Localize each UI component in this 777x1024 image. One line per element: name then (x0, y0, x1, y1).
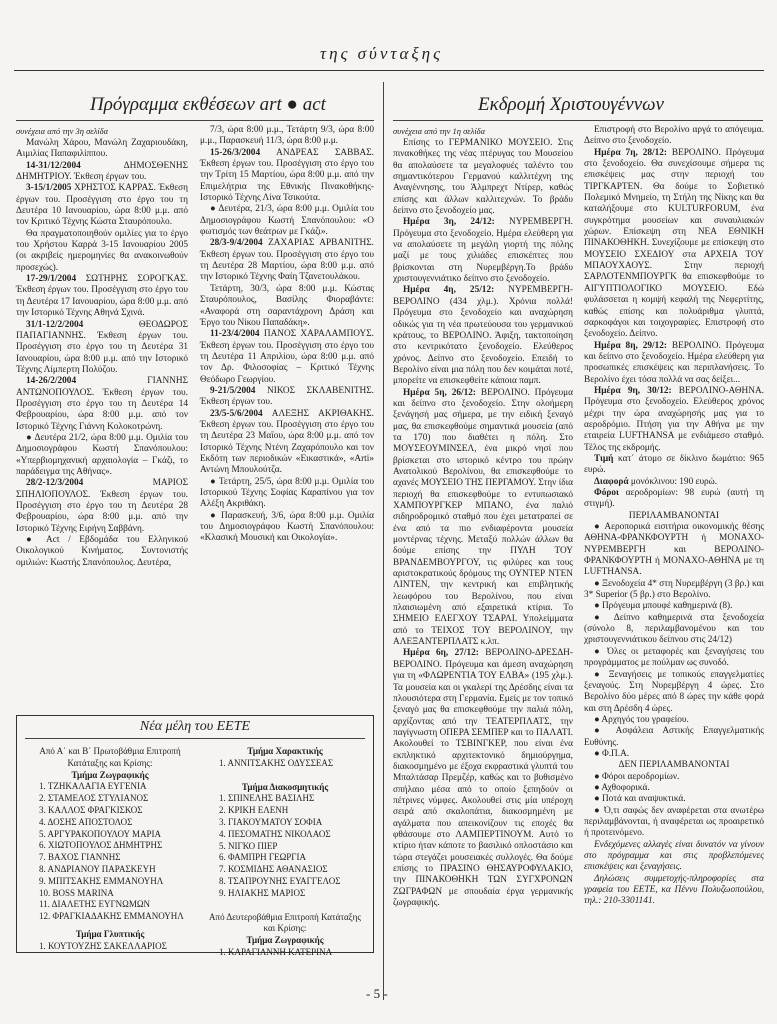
paragraph (584, 647, 764, 670)
entry-heading: 14-26/2/2004 (26, 376, 77, 387)
paragraph (393, 285, 573, 387)
entry-text: ΠΑΝΟΣ ΧΑΡΑΛΑΜΠΟΥΣ. Έκθεση έργων του. Προσέγγιση στο έργο του τη Δευτέρα 11 Απριλίου, ώρα 8:00 μ.μ. από τον Δρ. Φιλοσοφίας – Κριτικό Τέχνης Θεόδωρο Γεωργίου. (200, 329, 374, 385)
paragraph (200, 238, 374, 283)
entry-text: Θα πραγματοποιηθούν ομιλίες για το έργο του Χρήστου Καρρά 3-15 Ιανουαρίου 2005 (οι ακριβείς ημερομηνίες θα ανακοινωθούν προσεχώς). (16, 228, 188, 273)
new-members-title-rule (25, 738, 365, 739)
paragraph (584, 783, 764, 794)
column-divider (383, 82, 384, 1000)
left-article-column-1 (16, 138, 188, 710)
right-article-title: Εκδρομή Χριστουγέννων (478, 94, 664, 115)
entry-heading: Ημέρα 9η, 30/12: (594, 385, 672, 396)
entry-heading: Ημέρα 5η, 26/12: (403, 387, 476, 398)
entry-text: ● Δευτέρα 21/2, ώρα 8:00 μ.μ. Ομιλία του Δημοσιογράφου Κωστή Σπανόπουλου: «Υπερβιομηχανική αρχαιολογία – Γκάζι, το παράδειγμα της Αθήνας». (16, 432, 188, 477)
masthead-rule (14, 70, 764, 71)
member-name: 7. ΒΑΧΟΣ ΓΙΑΝΝΗΣ (39, 852, 121, 863)
member-name: 4. ΠΕΣΟΜΑΤΗΣ ΝΙΚΟΛΑΟΣ (219, 828, 331, 839)
entry-heading: Ημέρα 8η, 29/12: (594, 340, 667, 351)
paragraph (16, 183, 188, 228)
right-title-rule (393, 120, 763, 121)
entry-text: ΖΑΧΑΡΙΑΣ ΑΡΒΑΝΙΤΗΣ. Έκθεση έργων του. Προσέγγιση στο έργο του τη Δευτέρα 28 Μαρτίου, ώρα 8:00 μ.μ. από την Ιστορικό Τέχνης Φαίη Τζανετουλάκου. (200, 238, 374, 283)
paragraph (584, 148, 764, 341)
paragraph (584, 341, 764, 386)
entry-heading: 9-21/5/2004 (210, 385, 256, 396)
entry-text: ● Ποτά και αναψυκτικά. (594, 794, 686, 805)
new-members-column-2 (205, 746, 365, 957)
entry-text: ● Αχθοφορικά. (594, 782, 650, 793)
entry-text: Τετάρτη, 30/3, ώρα 8:00 μ.μ. Κώστας Σταυρόπουλος, Βασίλης Φιοραβάντε: «Αναφορά στη σαραντάχρονη Δράση και Έργο του Νίκου Παπαδάκη». (200, 283, 374, 328)
entry-text: ● Αρχηγός του γραφείου. (594, 714, 689, 725)
paragraph (584, 601, 764, 612)
member-name: 2. ΚΡΙΚΗ ΕΛΕΝΗ (219, 805, 289, 816)
paragraph (584, 749, 764, 760)
entry-text: ● Φόροι αεροδρομίων. (594, 771, 680, 782)
entry-text: ● Act / Εβδομάδα του Ελληνικού Οικολογικού Κινήματος. Συντονιστής ομιλιών: Κωστής Σπανόπουλος. Δευτέρα, (16, 535, 188, 568)
entry-text: ΝΥΡΕΜΒΕΡΓΗ. Πρόγευμα στο ξενοδοχείο. Ημέρα ελεύθερη για να απολαύσετε τη μεγάλη γιορτή της πόλης μαζί με τους χιλιάδες επισκέπτες που βρίσκονται στη Νυρεμβέργη.Το βράδυ χριστουγεννιάτικο δείπνο στο ξενοδοχείο. (393, 217, 573, 285)
entry-heading: Τιμή (594, 453, 614, 464)
paragraph (16, 138, 188, 161)
entry-text: ΒΕΡΟΛΙΝΟ-ΑΘΗΝΑ. Πρόγευμα στο ξενοδοχείο. Ελεύθερος χρόνος μέχρι την ώρα αναχώρησής μας για το αεροδρόμιο. Πτήση για την Αθήνα με την εταιρεία LUFTHANSA με ενδιάμεσο σταθμό. Τέλος της εκδρομής. (584, 385, 764, 453)
entry-text: ΜΑΡΙΟΣ ΣΠΗΛΙΟΠΟΥΛΟΣ. Έκθεση έργων του. Προσέγγιση στο έργο του τη Δευτέρα 28 Φεβρουαρίου, ώρα 8:00 μ.μ. από την Ιστορικό Τέχνης Ειρήνη Σαββάνη. (16, 478, 188, 534)
entry-heading: 23/5-5/6/2004 (210, 408, 263, 419)
entry-heading: 3-15/1/2005 (26, 183, 72, 194)
paragraph (200, 329, 374, 386)
paragraph (584, 794, 764, 805)
paragraph (16, 376, 188, 433)
entry-text: ΑΛΕΞΗΣ ΑΚΡΙΘΑΚΗΣ. Έκθεση έργων του. Προσέγγιση στο έργο του τη Δευτέρα 23 Μαΐου, ώρα 8:00 μ.μ. από τον Ιστορικό Τέχνης Ντένη Ζαχαρόπουλο και τον Εκδότη των περιοδικών «Εικαστικά», «Arti» Αντώνη Μπουλούτζα. (200, 408, 374, 476)
member-name: 3. ΚΑΛΛΟΣ ΦΡΑΓΚΙΣΚΟΣ (39, 804, 143, 815)
member-name: 10. BOSS MARINA (39, 887, 114, 898)
entry-text: ΑΝΔΡΕΑΣ ΣΑΒΒΑΣ. Έκθεση έργων του. Προσέγγιση στο έργο του την Τρίτη 15 Μαρτίου, ώρα 8:00 μ.μ. από την Επιμελήτρια της Εθνικής Πινακοθήκης-Ιστορικό Τέχνης Λίνα Τσικούτα. (200, 147, 374, 204)
entry-text: ΔΗΜΟΣΘΕΝΗΣ ΔΗΜΗΤΡΙΟΥ. Έκθεση έργων του. (16, 160, 188, 183)
entry-text: ● Πρόγευμα μπουφέ καθημερινά (8). (594, 601, 733, 612)
entry-text: ● Δείπνο καθημερινά στα ξενοδοχεία (σύνολο 8, περιλαμβανομένου και του χριστουγεννιάτικου δείπνου στις 24/12) (584, 612, 764, 646)
entry-text: ● Ασφάλεια Αστικής Επαγγελματικής Ευθύνης. (584, 726, 764, 748)
entry-text: ● Τετάρτη, 25/5, ώρα 8:00 μ.μ. Ομιλία του Ιστορικού Τέχνης Σοφίας Καραπίνου για τον Αλέξη Ακριθάκη. (200, 476, 374, 510)
paragraph (200, 409, 374, 477)
paragraph (584, 454, 764, 477)
committee-intro: Από Α΄ και Β΄ Πρωτοβάθμια Επιτροπή Κατάταξης και Κρίσης: (39, 746, 181, 768)
committee-intro: Από Δευτεροβάθμια Επιτροπή Κατάταξης και Κρίσης: (209, 911, 361, 934)
new-members-column-1 (25, 746, 195, 951)
entry-heading: Ημέρα 6η, 27/12: (403, 648, 479, 659)
entry-heading: Ημέρα 4η, 25/12: (403, 285, 495, 296)
paragraph (584, 613, 764, 647)
paragraph (393, 388, 573, 649)
entry-text: ΝΥΡΕΜΒΕΡΓΗ-ΒΕΡΟΛΙΝΟ (434 χλμ.). Χρόνια πολλά! Πρόγευμα στο ξενοδοχείο και αναχώρηση οδικώς για τη νέα πρωτεύουσα του γερμανικού κράτους, το ΒΕΡΟΛΙΝΟ. Άφιξη, τακτοποίηση στο κεντρικότατο ξενοδοχείο. Ελεύθερος χρόνος. Δείπνο στο ξενοδοχείο. Επειδή το Βερολίνο είναι μια πόλη που δεν κοιμάται ποτέ, μπορείτε να επισκεφθείτε κάποια παμπ. (393, 285, 573, 387)
entry-heading: 11-23/4/2004 (210, 329, 260, 340)
paragraph (16, 433, 188, 478)
paragraph: Ενδεχόμενες αλλαγές είναι δυνατόν να γίνουν στο πρόγραμμα και στις προβλεπόμενες επισκέψεις και ξεναγήσεις. (584, 839, 764, 873)
entry-text: μονόκλινου: 190 ευρώ. (628, 476, 718, 487)
member-name: 3. ΓΙΑΚΟΥΜΑΤΟΥ ΣΟΦΙΑ (219, 816, 323, 827)
entry-text: ● Αεροπορικά εισιτήρια οικονομικής θέσης ΑΘΗΝΑ-ΦΡΑΝΚΦΟΥΡΤΗ ή ΜΟΝΑΧΟ-ΝΥΡΕΜΒΕΡΓΗ και ΒΕΡΟΛΙΝΟ-ΦΡΑΝΚΦΟΥΡΤΗ ή ΜΟΝΑΧΟ-ΑΘΗΝΑ με τη LUFTHANSA. (584, 522, 764, 578)
masthead: της σύνταξης (320, 44, 444, 63)
left-article-column-2 (200, 125, 374, 710)
entry-text: ΝΙΚΟΣ ΣΚΛΑΒΕΝΙΤΗΣ. Έκθεση έργων του. (200, 385, 374, 408)
new-members-box (16, 715, 374, 957)
entry-text: Επιστροφή στο Βερολίνο αργά το απόγευμα. Δείπνο στο ξενοδοχείο. (584, 125, 764, 147)
member-name: 1. ΣΠΙΝΕΛΗΣ ΒΑΣΙΛΗΣ (219, 793, 315, 804)
member-name: 8. ΑΝΔΡΙΑΝΟΥ ΠΑΡΑΣΚΕΥΗ (39, 863, 156, 874)
member-name: 1. ΑΝΝΙΤΣΑΚΗΣ ΟΔΥΣΣΕΑΣ (219, 757, 334, 768)
right-article-column-2 (584, 125, 764, 978)
entry-text: ● Ξενοδοχεία 4* στη Νυρεμβέργη (3 βρ.) και 3* Superior (5 βρ.) στο Βερολίνο. (584, 578, 764, 601)
entry-heading: 28/3-9/4/2004 (210, 238, 263, 249)
paragraph (584, 670, 764, 715)
entry-heading: Διαφορά (594, 476, 629, 487)
entry-text: κατ΄ άτομο σε δίκλινο δωμάτιο: 965 ευρώ. (584, 453, 764, 476)
paragraph: ΠΕΡΙΛΑΜΒΑΝΟΝΤΑΙ (628, 510, 720, 521)
section-heading: Τμήμα Γλυπτικής (75, 928, 145, 939)
paragraph (200, 125, 374, 148)
entry-heading: 31/1-12/2/2004 (26, 319, 84, 330)
paragraph (584, 772, 764, 783)
entry-text: ● Φ.Π.Α. (594, 748, 630, 759)
member-name: 12. ΦΡΑΓΚΙΑΔΑΚΗΣ ΕΜΜΑΝΟΥΗΛ (39, 911, 184, 922)
entry-text: ● Όλες οι μεταφορές και ξεναγήσεις του προγράμματος με πούλμαν ως συνοδό. (584, 646, 764, 669)
paragraph: ΔΕΝ ΠΕΡΙΛΑΜΒΑΝΟΝΤΑΙ (618, 760, 730, 771)
paragraph (584, 488, 764, 511)
entry-heading: Ημέρα 7η, 28/12: (594, 147, 667, 158)
paragraph (584, 522, 764, 579)
paragraph (584, 726, 764, 749)
paragraph (16, 320, 188, 377)
entry-heading: Φόροι (594, 488, 619, 498)
section-heading: Τμήμα Ζωγραφικής (246, 935, 324, 946)
entry-text: Επίσης το ΓΕΡΜΑΝΙΚΟ ΜΟΥΣΕΙΟ. Στις πινακοθήκες της νέας πτέρυγας του Μουσείου θα απολαύσετε τα μεγαλοφυές ταλέντο του σημαντικότερου Γερμανού καλλιτέχνη της Αναγέννησης, του Άλμπρεχτ Ντίρερ, καθώς επίσης και άλλων καλλιτεχνών. Το βράδυ δείπνο στο ξενοδοχείο μας. (393, 138, 573, 217)
member-name: 8. ΤΣΑΠΡΟΥΝΗΣ ΕΥΑΓΓΕΛΟΣ (219, 875, 341, 886)
member-name: 1. ΚΑΡΑΓΙΑΝΝΗ ΚΑΤΕΡΙΝΑ (219, 946, 333, 957)
paragraph (16, 478, 188, 535)
paragraph (584, 477, 764, 488)
entry-text: Μανώλη Χάρου, Μανώλη Ζαχαριουδάκη, Αιμιλίας Παπαφιλίππου. (16, 138, 188, 160)
entry-text: ΧΡΗΣΤΟΣ ΚΑΡΡΑΣ. Έκθεση έργων του. Προσέγγιση στο έργο του τη Δευτέρα 10 Ιανουαρίου, ώρα 8:00 μ.μ. από τον Κριτικό Τέχνης Κώστα Σταυρόπουλο. (16, 183, 188, 228)
left-continuation-note: συνέχεια από την 3η σελίδα (16, 126, 109, 136)
new-members-title: Νέα μέλη του ΕΕΤΕ (139, 719, 251, 734)
member-name: 4. ΔΟΣΗΣ ΑΠΟΣΤΟΛΟΣ (39, 816, 133, 827)
entry-text: ΣΩΤΗΡΗΣ ΣΟΡΟΓΚΑΣ. Έκθεση έργων του. Προσέγγιση στο έργο του τη Δευτέρα 17 Ιανουαρίου, ώρα 8:00 μ.μ. από την Ιστορικό Τέχνης Αθηνά Σχινά. (16, 274, 188, 319)
page-number: - 5 - (366, 986, 388, 1001)
right-continuation-note: συνέχεια από την 1η σελίδα (393, 126, 486, 136)
paragraph (200, 148, 374, 205)
entry-heading: 17-29/1/2004 (26, 274, 77, 285)
member-name: 5. ΝΙΓΚΟ ΠΙΕΡ (219, 840, 278, 851)
member-name: 6. ΦΑΜΠΡΗ ΓΕΩΡΓΙΑ (219, 852, 306, 863)
paragraph (584, 125, 764, 148)
paragraph (393, 138, 573, 217)
entry-text: ΘΕΟΔΩΡΟΣ ΠΑΠΑΓΙΑΝΝΗΣ. Έκθεση έργων του. Προσέγγιση στο έργο του τη Δευτέρα 31 Ιανουαρίου, ώρα 8:00 μ.μ. από την Ιστορικό Τέχνης Λίμπερτη Πολύζου. (16, 319, 188, 375)
entry-text: αεροδρομίων: 98 ευρώ (αυτή τη στιγμή). (584, 488, 764, 510)
paragraph (584, 579, 764, 602)
entry-text: ● Ό,τι σαφώς δεν αναφέρεται στα ανωτέρω περιλαμβάνονται, ή αναφέρεται ως προαιρετικό ή προτεινόμενο. (584, 805, 764, 839)
paragraph (200, 386, 374, 409)
member-name: 2. ΣΤΑΜΕΛΟΣ ΣΤΥΛΙΑΝΟΣ (39, 793, 149, 804)
paragraph (393, 217, 573, 285)
left-article-title: Πρόγραμμα εκθέσεων art ● act (90, 94, 326, 115)
member-name: 1. ΤΖΗΚΑΛΑΓΙΑ ΕΥΓΕΝΙΑ (39, 781, 147, 792)
entry-text: ΓΙΑΝΝΗΣ ΑΝΤΩΝΟΠΟΥΛΟΣ. Έκθεση έργων του. Προσέγγιση στο έργο του τη Δευτέρα 14 Φεβρουαρίου, ώρα 8:00 μ.μ. από τον Ιστορικό Τέχνης Γιάννη Κολοκοτρώνη. (16, 376, 188, 432)
entry-text: ● Δευτέρα, 21/3, ώρα 8:00 μ.μ. Ομιλία του Δημοσιογράφου Κωστή Σπανόπουλου: «Ο φωτισμός των θεάτρων με Γκάζι». (200, 204, 374, 238)
paragraph (200, 477, 374, 511)
entry-text: ΒΕΡΟΛΙΝΟ. Πρόγευμα και δείπνο στο ξενοδοχείο. Στην ολοήμερη ξενάγησή μας σήμερα, με την ειδική ξεναγό μας, θα επισκεφθούμε σημαντικά μουσεία (από τα 170) που διαθέτει η πόλη. Στο ΜΟΥΣΕΟΥΜΙΝΣΕΛ, ένα μικρό νησί που βρίσκεται στο ιστορικό κέντρο του πρώην Ανατολικού Βερολίνου, θα επισκεφθούμε το αχανές ΜΟΥΣΕΙΟ ΤΗΣ ΠΕΡΓΑΜΟΥ. Στην ίδια περιοχή θα επισκεφθούμε το εντυπωσιακό ΧΑΜΠΟΥΡΓΚΕΡ ΜΠΑΝΟ, ένα παλιό σιδηροδρομικό σταθμό που έχει μετατραπεί σε ένα από τα πιο ενδιαφέροντα μουσεία μοντέρνας τέχνης. Μεταξύ πολλών άλλων θα δούμε επίσης την ΠΥΛΗ ΤΟΥ ΒΡΑΝΔΕΜΒΟΥΡΓΟΥ, τις φιλύρες και τους αριστοκρατικούς δρόμους της ΟΥΝΤΕΡ ΝΤΕΝ ΛΙΝΤΕΝ, την κεντρική και επιβλητικής λεωφόρου του Βερολίνου, που είναι πλαισιωμένη από εξαιρετικά κτίρια. Το ΣΗΜΕΙΟ ΕΛΕΓΧΟΥ ΤΣΑΡΛΙ. Υπολείμματα από το ΤΕΙΧΟΣ ΤΟΥ ΒΕΡΟΛΙΝΟΥ, την ΑΛΕΞΑΝΤΕΡΠΛΑΤΣ κ.λπ. (393, 387, 573, 648)
paragraph (584, 386, 764, 454)
member-name: 9. ΗΛΙΑΚΗΣ ΜΑΡΙΟΣ (219, 887, 306, 898)
entry-text: ΒΕΡΟΛΙΝΟ-ΔΡΕΣΔΗ-ΒΕΡΟΛΙΝΟ. Πρόγευμα και άμεση αναχώρηση για τη «ΦΛΩΡΕΝΤΙΑ ΤΟΥ ΕΛΒΑ» (195 χλμ.). Τα μουσεία και οι γκαλερί της Δρέσδης είναι τα πλουσιότερα στη Γερμανία. Εμείς με τον τοπικό ξεναγό μας θα επισκεφθούμε την παλιά πόλη, αρχίζοντας από την ΤΕΑΤΕΡΠΛΑΤΣ, την παγίγνωστη ΟΠΕΡΑ ΣΕΜΠΕΡ και το ΠΑΛΑΤΙ. Ακολουθεί το ΤΣΒΙΝΓΚΕΡ, που είναι ένα εκπληκτικό αρχιτεκτονικό δημιούργημα, διακοσμημένο με έξοχα εκφραστικά γλυπτά του Μπαλτάσαρ Πρεμζέρ, καθώς και το βυθισμένο σπήλαιο μέσα από το οποίο ξεπηδούν οι πέτρινες νύμφες. Ακολουθεί στις μία υπέροχη σειρά από σκαλοπάτια, διακοσμημένη με αγάλματα που απεικονίζουν τις εποχές θα φθάσουμε στο ΛΑΜΠΕΡΤΙΝΟΥΜ. Αυτό το κτίριο ήταν κάποτε το βασιλικό οπλοστάσιο και τώρα στεγάζει μουσειακές συλλογές. Θα δούμε επίσης το ΠΡΑΣΙΝΟ ΘΗΣΑΥΡΟΦΥΛΑΚΙΟ, την ΠΙΝΑΚΟΘΗΚΗ ΤΩΝ ΣΥΓΧΡΟΝΩΝ ΖΩΓΡΑΦΩΝ με σπουδαία έργα γερμανικής ζωγραφικής. (393, 648, 573, 909)
entry-text: ● Ξεναγήσεις με τοπικούς επαγγελματίες ξεναγούς. Στη Νυρεμβέργη 4 ώρες. Στο Βερολίνο δύο μέρες από 8 ώρες την κάθε φορά και στη Δρέσδη 4 ώρες. (584, 669, 764, 714)
paragraph: Δηλώσεις συμμετοχής-πληροφορίες στα γραφεία του ΕΕΤΕ, κα Πέννυ Πολυζωοπούλου, τηλ.: 210-3301141. (584, 873, 764, 907)
paragraph (393, 648, 573, 909)
entry-heading: Ημέρα 3η, 24/12: (403, 217, 495, 228)
entry-text: ΒΕΡΟΛΙΝΟ. Πρόγευμα στο ξενοδοχείο. Θα συνεχίσουμε σήμερα τις επισκέψεις μας στην περιοχή του ΤΙΡΓΚΑΡΤΕΝ. Θα δούμε το Σοβιετικό Πολεμικό Μνημείο, τη Στήλη της Νίκης και θα καταλήξουμε στο KULTURFORUM, ένα συγκρότημα μουσείων και συναυλιακών χώρων. Επίσκεψη στη ΝΕΑ ΕΘΝΙΚΗ ΠΙΝΑΚΟΘΗΚΗ. Συνεχίζουμε με επίσκεψη στο ΜΟΥΣΕΙΟ ΣΧΕΔΙΟΥ στα ΑΡΧΕΙΑ ΤΟΥ ΜΠΑΟΥΧΑΟΥΣ. Στην περιοχή ΣΑΡΛΟΤΕΝΜΠΟΥΡΓΚ θα επισκεφθούμε το ΑΙΓΥΠΤΙΟΛΟΓΙΚΟ ΜΟΥΣΕΙΟ. Εδώ φυλάσσεται η κομψή κεφαλή της Νεφερτίτης, καθώς επίσης και πολυάριθμα γλυπτά, σαρκοφάγοι και τοιχογραφίες. Επιστροφή στο ξενοδοχείο. Δείπνο. (584, 147, 764, 340)
member-name: 5. ΑΡΓΥΡΑΚΟΠΟΥΛΟΥ ΜΑΡΙΑ (39, 828, 161, 839)
paragraph (200, 511, 374, 545)
section-heading: Τμήμα Διακοσμητικής (241, 781, 329, 792)
section-heading: Τμήμα Ζωγραφικής (71, 769, 149, 780)
left-title-rule (16, 120, 374, 121)
paragraph (200, 204, 374, 238)
member-name: 1. ΚΟΥΤΟΥΖΗΣ ΣΑΚΕΛΛΑΡΙΟΣ (39, 940, 167, 951)
paragraph (16, 161, 188, 184)
entry-heading: 14-31/12/2004 (26, 160, 81, 171)
entry-heading: 15-26/3/2004 (210, 147, 261, 158)
right-article-column-1 (393, 138, 573, 978)
member-name: 7. ΚΟΣΜΙΔΗΣ ΑΘΑΝΑΣΙΟΣ (219, 864, 328, 875)
entry-text: 7/3, ώρα 8:00 μ.μ., Τετάρτη 9/3, ώρα 8:00 μ.μ., Παρασκευή 11/3, ώρα 8:00 μ.μ. (200, 125, 374, 147)
paragraph (16, 535, 188, 569)
member-name: 6. ΧΙΩΤΟΠΟΥΛΟΣ ΔΗΜΗΤΡΗΣ (39, 840, 163, 851)
entry-text: ● Παρασκευή, 3/6, ώρα 8:00 μ.μ. Ομιλία του Δημοσιογράφου Κωστή Σπανόπουλου: «Κλασική Μουσική και Οικολογία». (200, 510, 374, 544)
member-name: 11. ΔΙΑΛΕΤΗΣ ΕΥΓΝΩΜΩΝ (39, 899, 151, 910)
paragraph (584, 715, 764, 726)
paragraph (16, 274, 188, 319)
entry-heading: 28/2-12/3/2004 (26, 478, 84, 489)
paragraph (16, 229, 188, 274)
entry-text: ΒΕΡΟΛΙΝΟ. Πρόγευμα και δείπνο στο ξενοδοχείο. Ημέρα ελεύθερη για προσωπικές επισκέψεις και περιπλανήσεις. Το Βερολίνο έχει τόσα πολλά να σας δείξει... (584, 340, 764, 385)
paragraph (584, 806, 764, 840)
section-heading: Τμήμα Χαρακτικής (247, 746, 323, 756)
paragraph (200, 284, 374, 329)
member-name: 9. ΜΠΙΤΣΑΚΗΣ ΕΜΜΑΝΟΥΗΛ (39, 875, 164, 886)
